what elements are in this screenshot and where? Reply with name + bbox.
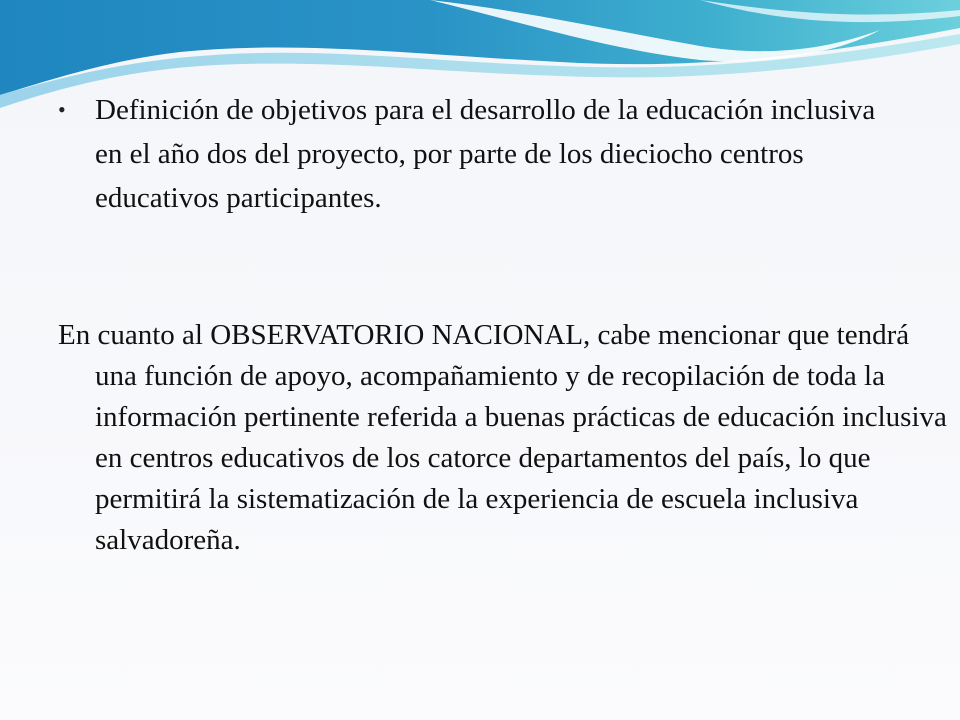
bullet-item	[58, 88, 888, 220]
body-paragraph: En cuanto al OBSERVATORIO NACIONAL, cabe mencionar que tendrá una función de apoyo, acompañamiento y de recopilación de toda la información pertinente referida a buenas prácticas de educación inclusiva en centros educativos de los catorce departamentos del país, lo que permitirá la sistematización de la experiencia de escuela inclusiva salvadoreña.	[58, 319, 947, 556]
bullet-marker: •	[58, 97, 66, 122]
bullet-text: Definición de objetivos para el desarrollo de la educación inclusiva en el año dos del proyecto, por parte de los dieciocho centros educativos participantes.	[95, 94, 876, 214]
